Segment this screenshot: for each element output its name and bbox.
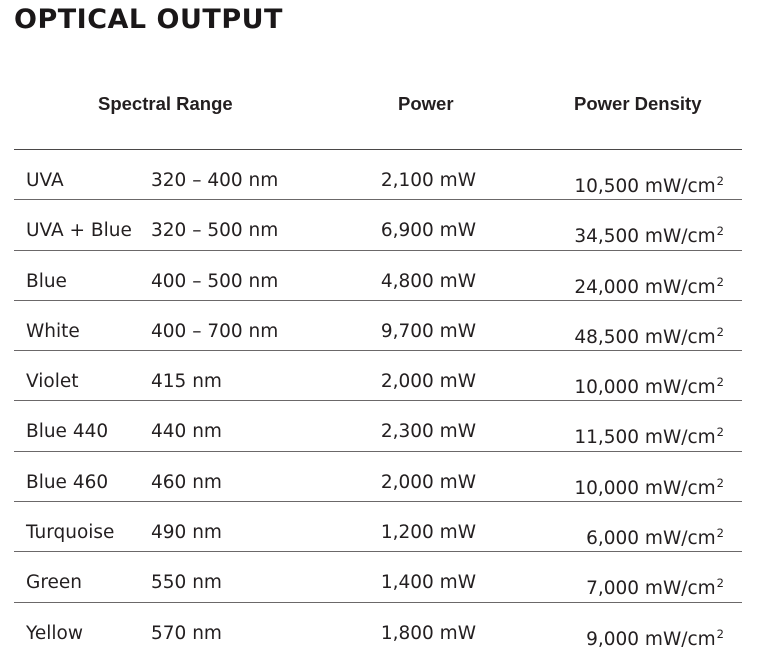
table-row [14,351,742,401]
power-density-value [574,472,724,500]
power-value: 2,300 mW [380,421,476,443]
unit-exponent: 2 [716,626,724,641]
table-row [14,552,742,602]
unit-exponent: 2 [716,576,724,591]
power-value: 6,900 mW [380,220,476,242]
power-density-value [574,421,724,449]
power-density-value [586,623,724,651]
power-density-number: 10,500 mW/cm [574,176,716,197]
power-density-value [574,271,724,299]
power-density-number: 10,000 mW/cm [574,377,716,399]
page-title: OPTICAL OUTPUT [14,4,283,35]
power-density-number: 48,500 mW/cm [574,326,716,348]
power-value: 1,800 mW [380,622,476,644]
spectral-range-value: 400 – 500 nm [151,270,279,292]
table-row [14,301,742,351]
power-density-number: 11,500 mW/cm [574,427,716,449]
light-name: Violet [26,371,79,393]
table-row [14,452,742,502]
power-density-value [574,220,724,248]
power-value: 9,700 mW [380,320,476,342]
light-name: Turquoise [26,522,115,544]
spectral-range-value: 415 nm [151,371,222,393]
light-name: Yellow [26,622,83,644]
power-density-number: 10,000 mW/cm [574,477,716,499]
column-header-power: Power [398,93,454,114]
unit-exponent: 2 [716,274,724,289]
power-density-value [586,522,724,550]
light-name: Green [26,572,83,594]
light-name: UVA [26,170,64,191]
power-density-value [574,371,724,399]
power-density-number: 24,000 mW/cm [574,276,716,298]
table-row [14,603,742,653]
spectral-range-value: 440 nm [151,421,222,443]
power-value: 2,000 mW [380,371,476,393]
power-density-number: 6,000 mW/cm [586,528,716,550]
power-value: 2,000 mW [380,471,476,493]
unit-exponent: 2 [716,375,724,390]
light-name: White [26,320,80,342]
table-row [14,150,742,200]
power-value: 1,400 mW [380,572,476,594]
power-density-value [586,572,724,600]
optical-output-table [14,149,742,653]
power-density-number: 7,000 mW/cm [586,578,716,600]
unit-exponent: 2 [716,475,724,490]
power-value: 1,200 mW [380,522,476,544]
table-row [14,251,742,301]
unit-exponent: 2 [716,526,724,541]
power-value: 2,100 mW [380,170,476,191]
light-name: UVA + Blue [26,220,132,242]
power-value: 4,800 mW [380,270,476,292]
spectral-range-value: 320 – 400 nm [151,170,279,191]
light-name: Blue [26,270,67,292]
unit-exponent: 2 [716,224,724,239]
power-density-number: 9,000 mW/cm [586,628,716,650]
table-row [14,200,742,250]
power-density-value [574,170,724,198]
light-name: Blue 440 [26,421,109,443]
spectral-range-value: 550 nm [151,572,222,594]
column-header-power-density: Power Density [574,93,702,114]
unit-exponent: 2 [716,324,724,339]
spectral-range-value: 400 – 700 nm [151,320,279,342]
unit-exponent: 2 [716,174,724,188]
spectral-range-value: 570 nm [151,622,222,644]
unit-exponent: 2 [716,425,724,440]
spectral-range-value: 460 nm [151,471,222,493]
column-header-spectral-range: Spectral Range [98,93,233,114]
power-density-value [574,321,724,349]
light-name: Blue 460 [26,471,109,493]
power-density-number: 34,500 mW/cm [574,226,716,248]
spectral-range-value: 490 nm [151,522,222,544]
table-row [14,401,742,451]
table-row [14,502,742,552]
spectral-range-value: 320 – 500 nm [151,220,279,242]
